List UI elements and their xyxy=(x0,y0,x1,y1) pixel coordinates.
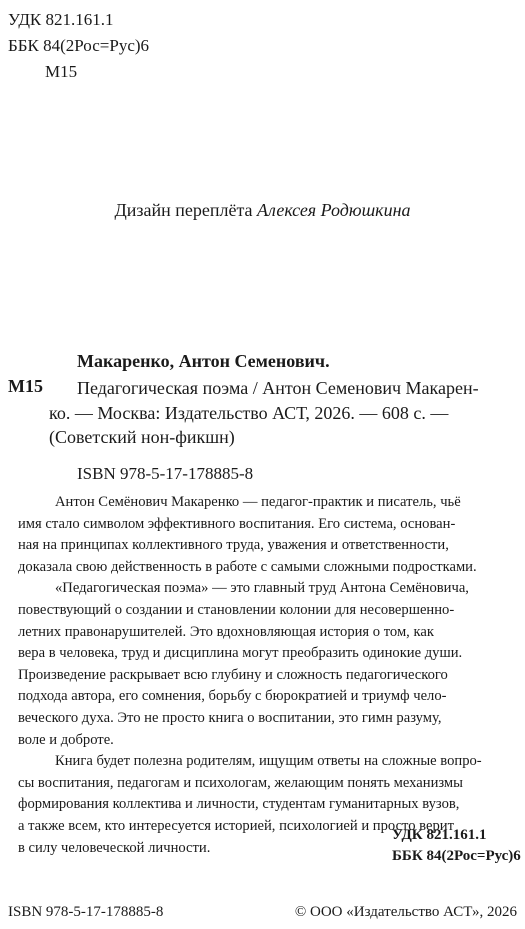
annotation-line: формирования коллектива и личности, студентам гуманитарных вузов, xyxy=(18,796,460,813)
classification-udk: УДК 821.161.1 xyxy=(392,827,487,843)
catalog-entry xyxy=(49,376,517,450)
annotation-line: подхода автора, его сомнения, борьбу с бюрократией и триумф чело- xyxy=(18,688,447,705)
annotation-line: а также всем, кто интересуется историей, психологией и просто верит xyxy=(18,817,454,834)
catalog-line: Педагогическая поэма / Антон Семенович Макарен- xyxy=(77,378,479,398)
annotation-line: сы воспитания, педагогам и психологам, желающим понять механизмы xyxy=(18,774,463,791)
annotation-line: Произведение раскрывает всю глубину и сложность педагогического xyxy=(18,666,448,683)
footer-isbn: ISBN 978-5-17-178885-8 xyxy=(8,904,164,920)
catalog-line: ко. — Москва: Издательство АСТ, 2026. — 608 с. — xyxy=(49,402,449,423)
designer-name: Алексея Родюшкина xyxy=(257,200,411,220)
catalog-author-mark: М15 xyxy=(8,376,43,396)
annotation-line: воле и доброте. xyxy=(18,731,114,748)
annotation-line: имя стало символом эффективного воспитания. Его система, основан- xyxy=(18,515,456,532)
author-mark: М15 xyxy=(45,62,78,81)
annotation-line: повествующий о создании и становлении колонии для несовершенно- xyxy=(18,601,455,618)
footer-copyright: © ООО «Издательство АСТ», 2026 xyxy=(294,904,517,920)
annotation-line: летних правонарушителей. Это вдохновляющая история о том, как xyxy=(18,623,434,640)
catalog-author-heading: Макаренко, Антон Семенович. xyxy=(77,351,330,371)
annotation-line: «Педагогическая поэма» — это главный труд Антона Семёновича, xyxy=(55,580,469,597)
classification-bbk: ББК 84(2Рос=Рус)6 xyxy=(392,848,521,864)
cover-design-credit xyxy=(0,200,525,221)
annotation-line: Антон Семёнович Макаренко — педагог-практик и писатель, чьё xyxy=(55,494,461,510)
classification-block xyxy=(392,825,521,867)
bbk-code: ББК 84(2Рос=Рус)6 xyxy=(8,36,150,55)
catalog-line: (Советский нон-фикшн) xyxy=(49,427,235,447)
annotation-line: вера в человека, труд и дисциплина могут преобразить одинокие души. xyxy=(18,645,463,662)
annotation-line: в силу человеческой личности. xyxy=(18,839,211,856)
annotation-line: ная на принципах коллективного труда, уважения и ответственности, xyxy=(18,537,449,554)
design-prefix: Дизайн переплёта xyxy=(114,200,258,220)
annotation-line: Книга будет полезна родителям, ищущим ответы на сложные вопро- xyxy=(55,753,482,770)
udk-code: УДК 821.161.1 xyxy=(8,10,114,29)
annotation-line: веческого духа. Это не просто книга о воспитании, это гимн разуму, xyxy=(18,709,442,726)
annotation xyxy=(18,492,525,859)
annotation-line: доказала свою действенность в работе с самыми сложными подростками. xyxy=(18,558,477,575)
header-codes xyxy=(8,7,149,85)
catalog-isbn: ISBN 978-5-17-178885-8 xyxy=(77,464,254,483)
